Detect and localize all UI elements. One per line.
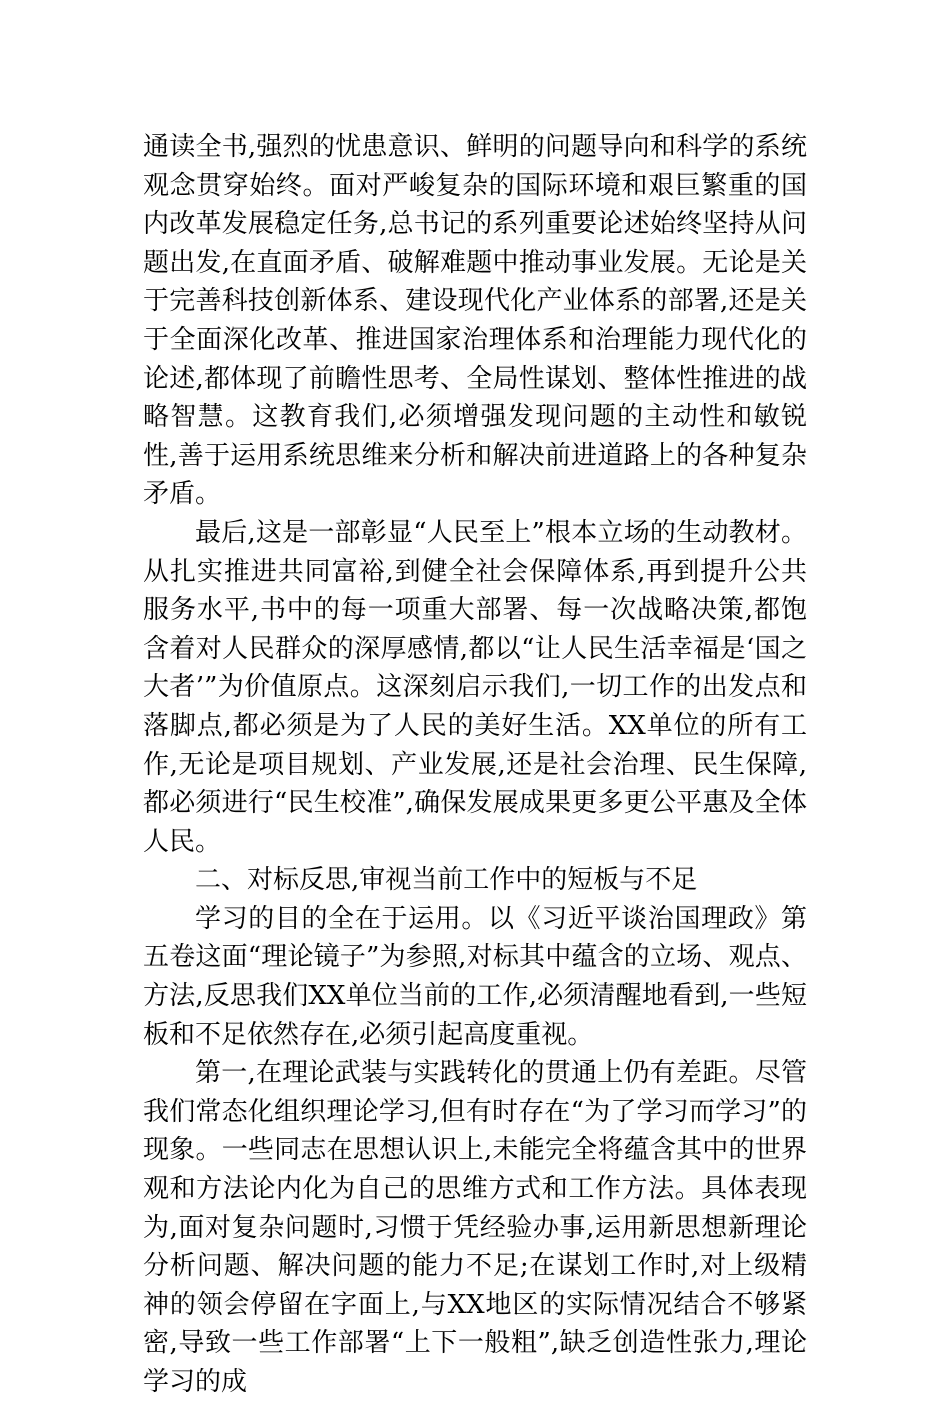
paragraph-first-gap: 第一,在理论武装与实践转化的贯通上仍有差距。尽管我们常态化组织理论学习,但有时存在“为了学习而学习”的现象。一些同志在思想认识上,未能完全将蕴含其中的世界观和方法论内化为自己的思维方式和工作方法。具体表现为,面对复杂问题时,习惯于凭经验办事,运用新思想新理论分析问题、解决问题的能力不足;在谋划工作时,对上级精神的领会停留在字面上,与XX地区的实际情况结合不够紧密,导致一些工作部署“上下一般粗”,缺乏创造性张力,理论学习的成: [143, 1058, 807, 1397]
paragraph-system-thinking: 通读全书,强烈的忧患意识、鲜明的问题导向和科学的系统观念贯穿始终。面对严峻复杂的国际环境和艰巨繁重的国内改革发展稳定任务,总书记的系列重要论述始终坚持从问题出发,在直面矛盾、破解难题中推动事业发展。无论是关于完善科技创新体系、建设现代化产业体系的部署,还是关于全面深化改革、推进国家治理体系和治理能力现代化的论述,都体现了前瞻性思考、全局性谋划、整体性推进的战略智慧。这教育我们,必须增强发现问题的主动性和敏锐性,善于运用系统思维来分析和解决前进道路上的各种复杂矛盾。: [143, 132, 807, 510]
paragraph-learning-purpose: 学习的目的全在于运用。以《习近平谈治国理政》第五卷这面“理论镜子”为参照,对标其中蕴含的立场、观点、方法,反思我们XX单位当前的工作,必须清醒地看到,一些短板和不足依然存在,必须引起高度重视。: [143, 903, 807, 1050]
paragraph-people-first: 最后,这是一部彰显“人民至上”根本立场的生动教材。从扎实推进共同富裕,到健全社会保障体系,再到提升公共服务水平,书中的每一项重大部署、每一次战略决策,都饱含着对人民群众的深厚感情,都以“让人民生活幸福是‘国之大者’”为价值原点。这深刻启示我们,一切工作的出发点和落脚点,都必须是为了人民的美好生活。XX单位的所有工作,无论是项目规划、产业发展,还是社会治理、民生保障,都必须进行“民生校准”,确保发展成果更多更公平惠及全体人民。: [143, 517, 807, 857]
section-heading: 二、对标反思,审视当前工作中的短板与不足: [195, 865, 698, 896]
document-body: [143, 128, 807, 1402]
